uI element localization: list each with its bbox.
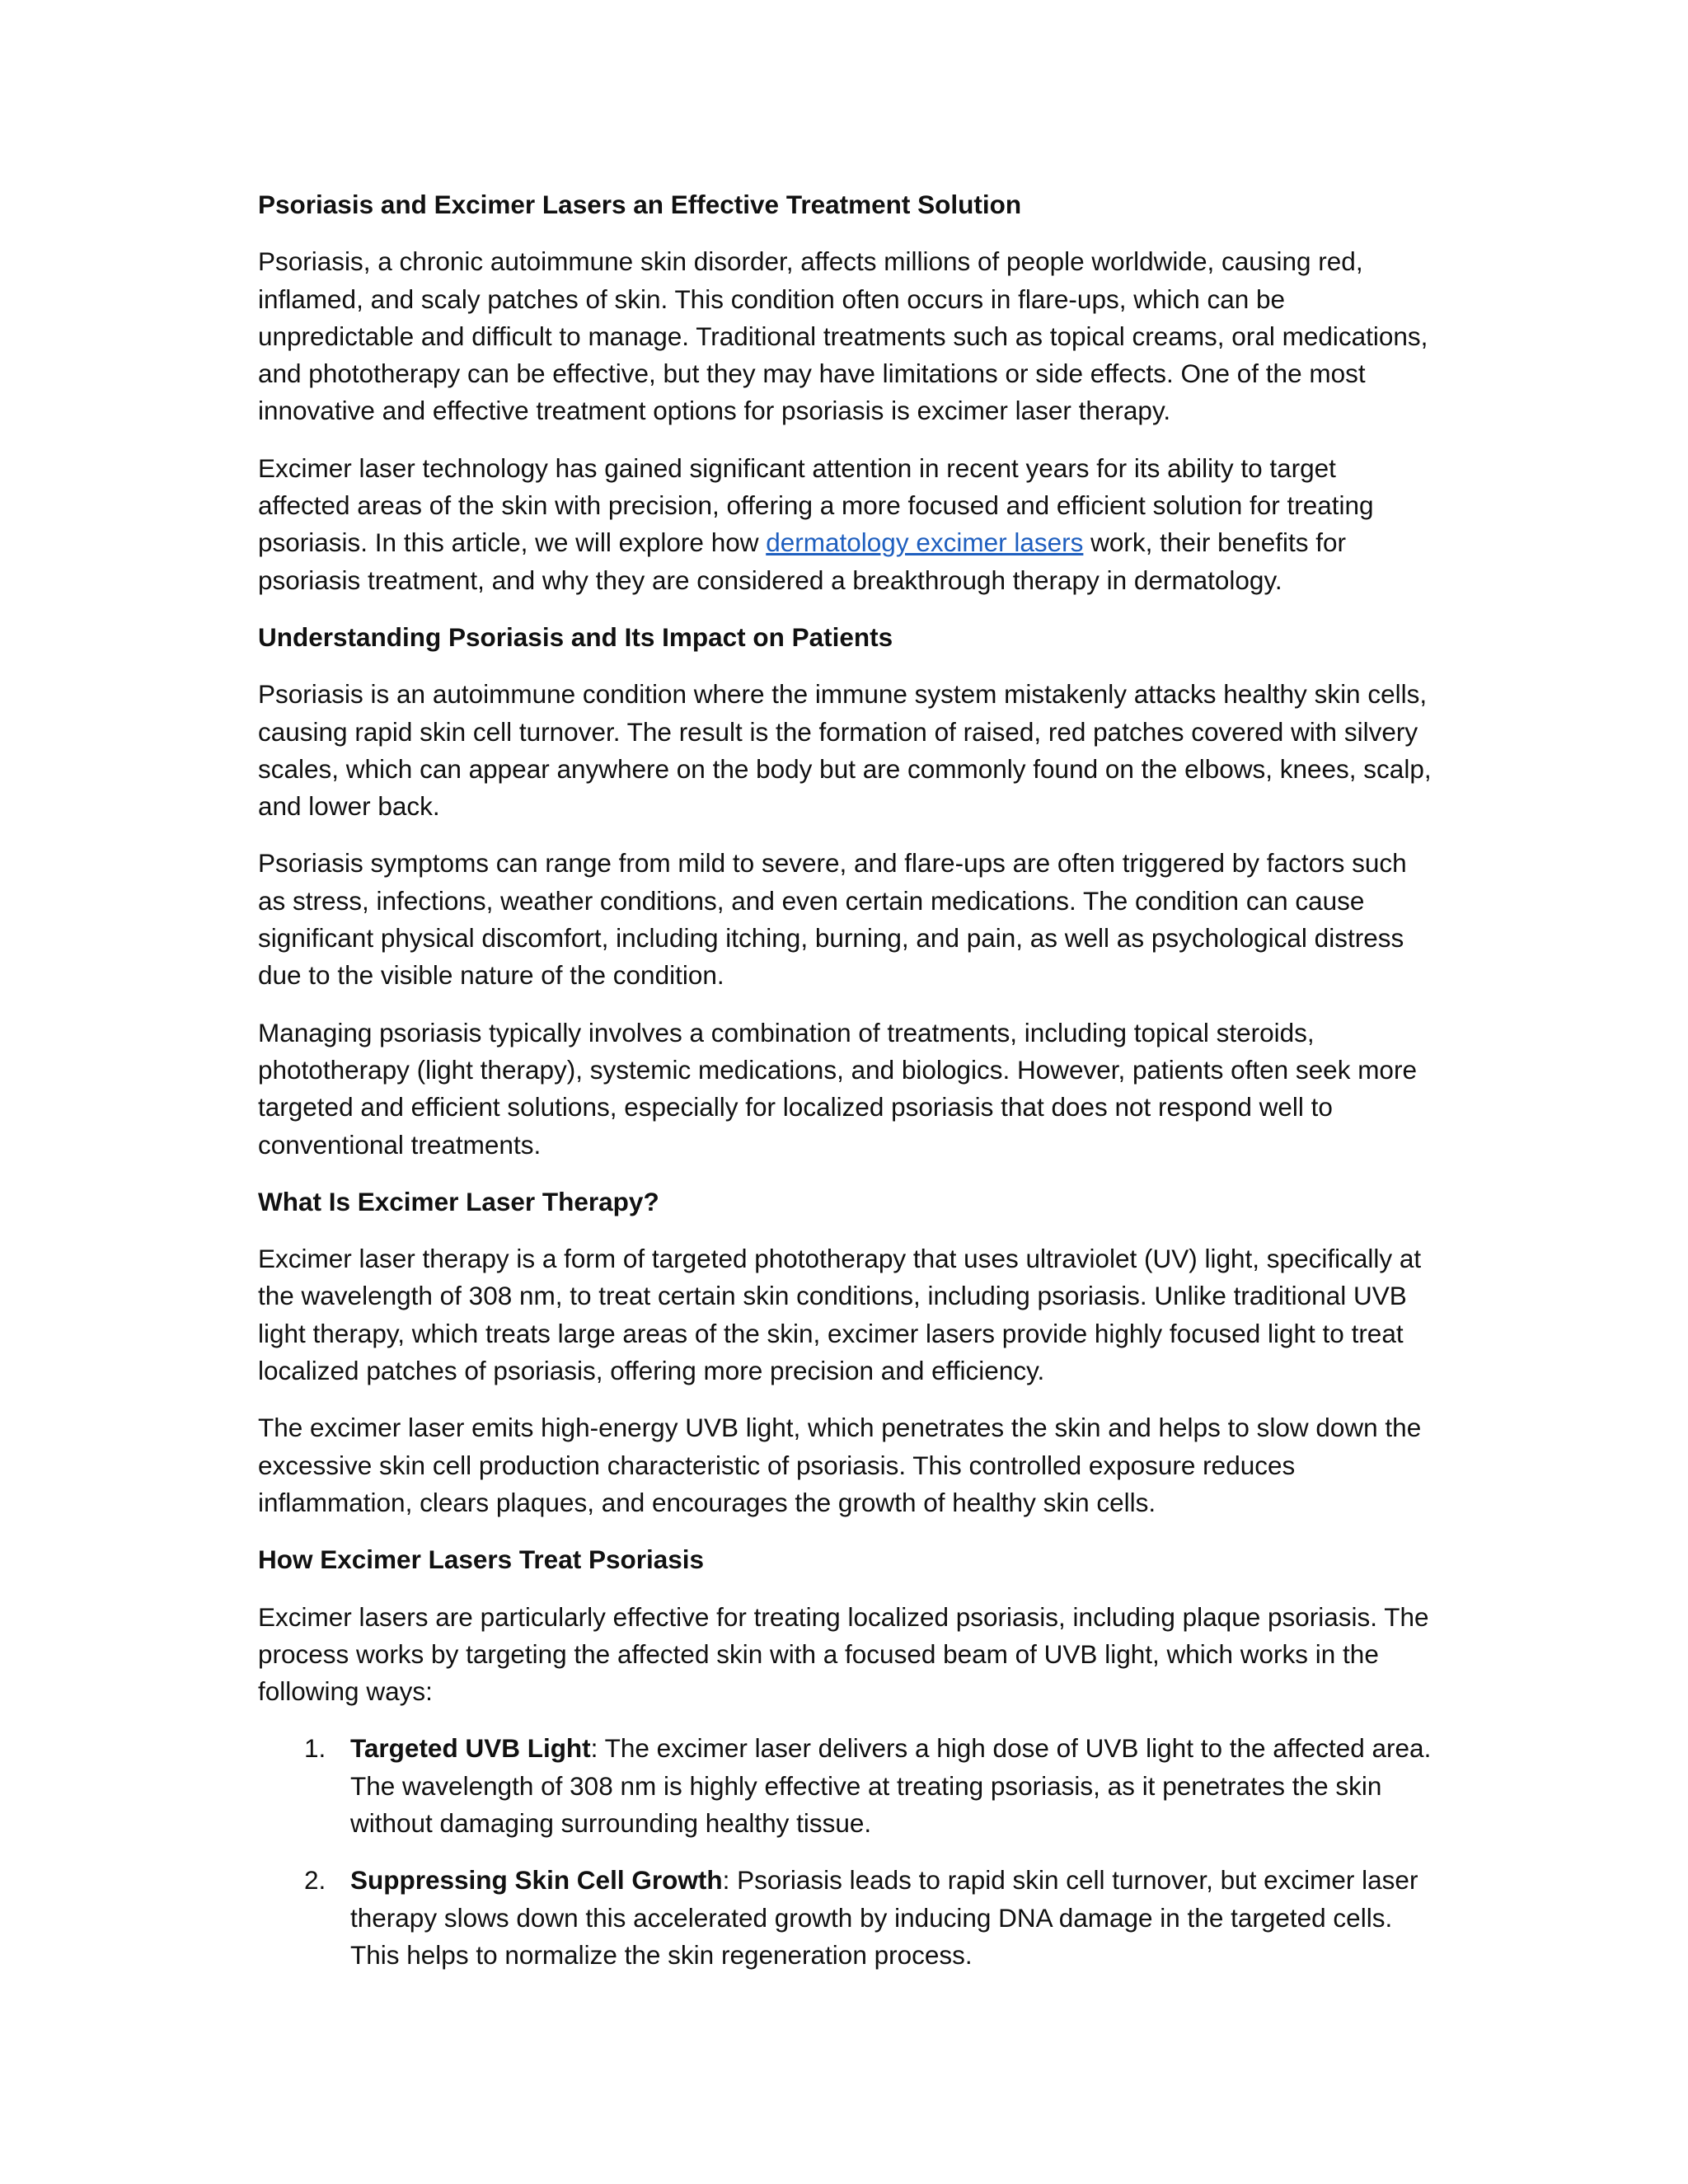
treatment-mechanism-list bbox=[258, 1730, 1435, 1974]
intro-paragraph-2-text-before: Excimer laser technology has gained significant attention in recent years for its ability to target affected areas of the skin with precision, offering a more focused and efficient solution for treating psoriasis. In this article, we will explore how bbox=[258, 452, 1374, 558]
section-heading-how-excimer-treats: How Excimer Lasers Treat Psoriasis bbox=[258, 1544, 705, 1575]
list-item-term: Targeted UVB Light bbox=[350, 1733, 591, 1764]
list-item-text: : Psoriasis leads to rapid skin cell turnover, but excimer laser therapy slows down this accelerated growth by inducing DNA damage in the targeted cells. This helps to normalize the skin regeneration process. bbox=[350, 1865, 1418, 1970]
section2-paragraph-2: The excimer laser emits high-energy UVB light, which penetrates the skin and helps to slow down the excessive skin cell production characteristic of psoriasis. This controlled exposure reduces inflammation, clears plaques, and encourages the growth of healthy skin cells. bbox=[258, 1413, 1422, 1517]
section-heading-understanding-psoriasis: Understanding Psoriasis and Its Impact on Patients bbox=[258, 621, 893, 652]
intro-paragraph-1: Psoriasis, a chronic autoimmune skin disorder, affects millions of people worldwide, causing red, inflamed, and scaly patches of skin. This condition often occurs in flare-ups, which can be unpredictable and difficult to manage. Traditional treatments such as topical creams, oral medications, and phototherapy can be effective, but they may have limitations or side effects. One of the most innovative and effective treatment options for psoriasis is excimer laser therapy. bbox=[258, 246, 1428, 426]
intro-paragraph-2 bbox=[258, 450, 1435, 599]
document-title: Psoriasis and Excimer Lasers an Effective Treatment Solution bbox=[258, 190, 1022, 219]
section1-paragraph-3: Managing psoriasis typically involves a combination of treatments, including topical steroids, phototherapy (light therapy), systemic medications, and biologics. However, patients often seek more targeted and efficient solutions, especially for localized psoriasis that does not respond well to conventional treatments. bbox=[258, 1017, 1417, 1160]
document-body bbox=[258, 186, 1435, 1994]
section1-paragraph-1: Psoriasis is an autoimmune condition where the immune system mistakenly attacks healthy skin cells, causing rapid skin cell turnover. The result is the formation of raised, red patches covered with silvery scales, which can appear anywhere on the body but are commonly found on the elbows, knees, scalp, and lower back. bbox=[258, 679, 1432, 822]
list-item-term: Suppressing Skin Cell Growth bbox=[350, 1865, 723, 1896]
section-heading-what-is-excimer: What Is Excimer Laser Therapy? bbox=[258, 1186, 659, 1216]
section2-paragraph-1: Excimer laser therapy is a form of targeted phototherapy that uses ultraviolet (UV) light, specifically at the wavelength of 308 nm, to treat certain skin conditions, including psoriasis. Unlike traditional UVB light therapy, which treats large areas of the skin, excimer lasers provide highly focused light to treat localized patches of psoriasis, offering more precision and efficiency. bbox=[258, 1244, 1422, 1386]
dermatology-excimer-lasers-link[interactable]: dermatology excimer lasers bbox=[766, 527, 1084, 558]
list-item-text: : The excimer laser delivers a high dose of UVB light to the affected area. The wavelength of 308 nm is highly effective at treating psoriasis, as it penetrates the skin without damaging surrounding healthy tissue. bbox=[350, 1733, 1432, 1838]
list-item-number: 2. bbox=[304, 1865, 326, 1896]
intro-paragraph-2-text-after: work, their benefits for psoriasis treatment, and why they are considered a breakthrough therapy in dermatology. bbox=[258, 527, 1347, 595]
list-item bbox=[258, 1730, 1435, 1842]
list-item bbox=[258, 1862, 1435, 1974]
section1-paragraph-2: Psoriasis symptoms can range from mild to severe, and flare-ups are often triggered by factors such as stress, infections, weather conditions, and even certain medications. The condition can cause significant physical discomfort, including itching, burning, and pain, as well as psychological distress due to the visible nature of the condition. bbox=[258, 848, 1407, 991]
list-item-number: 1. bbox=[304, 1733, 326, 1764]
section3-paragraph-1: Excimer lasers are particularly effective for treating localized psoriasis, including plaque psoriasis. The process works by targeting the affected skin with a focused beam of UVB light, which works in the following ways: bbox=[258, 1601, 1429, 1707]
